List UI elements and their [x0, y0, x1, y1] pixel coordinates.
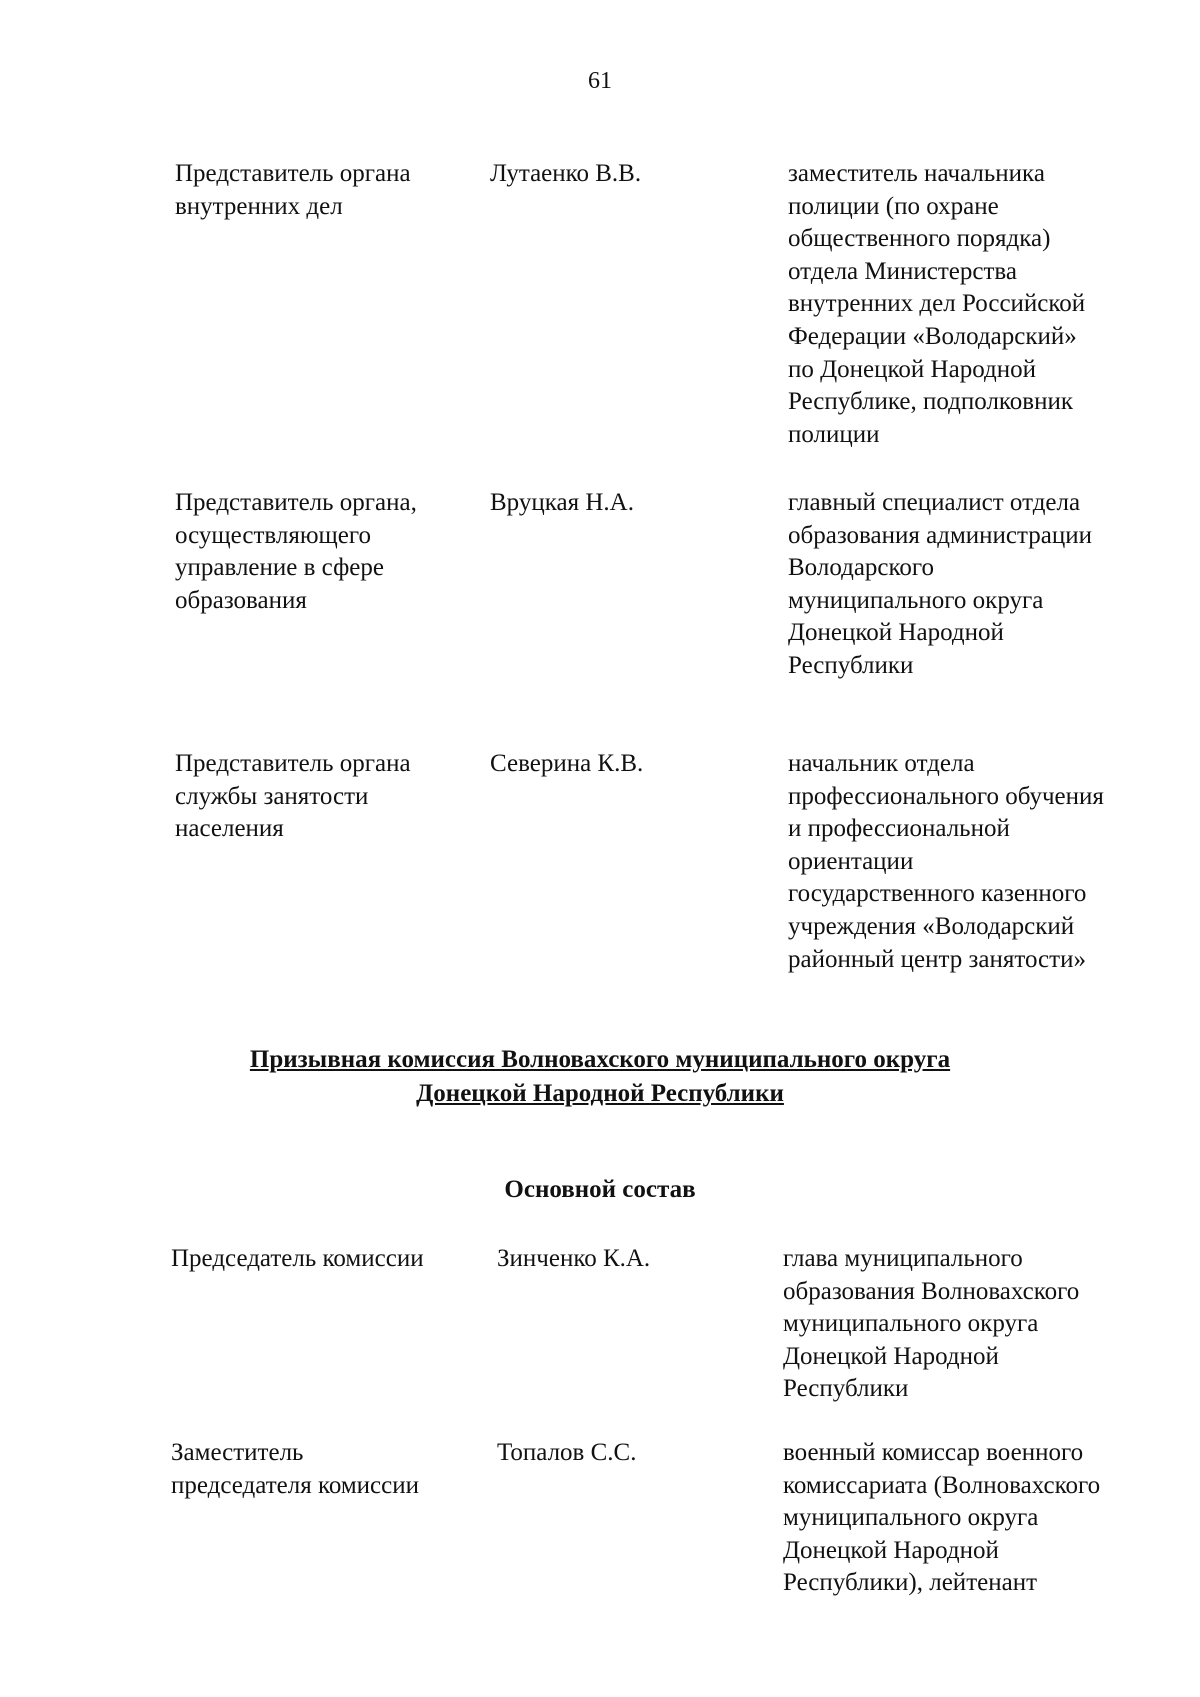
member-name: Топалов С.С. — [497, 1439, 637, 1466]
member-position — [783, 1243, 1183, 1406]
position-line: профессионального обучения — [788, 782, 1104, 810]
position-line: полиции — [788, 420, 880, 448]
position-line: районный центр занятости» — [788, 945, 1086, 973]
position-line: глава муниципального — [783, 1245, 1023, 1272]
position-line: Республики — [783, 1375, 909, 1403]
position-line: начальник отдела — [788, 750, 975, 777]
role-line: Представитель органа — [175, 160, 411, 187]
position-line: ориентации — [788, 847, 914, 875]
member-role — [171, 1437, 461, 1502]
role-line: образования — [175, 586, 307, 614]
member-name: Лутаенко В.В. — [490, 160, 642, 187]
position-line: муниципального округа — [788, 586, 1044, 614]
member-role — [175, 487, 465, 617]
role-line: Председатель комиссии — [171, 1245, 424, 1272]
role-line: председателя комиссии — [171, 1471, 419, 1499]
member-role — [175, 158, 465, 223]
member-position — [788, 158, 1188, 451]
position-line: Донецкой Народной — [783, 1342, 999, 1370]
position-line: муниципального округа — [783, 1310, 1039, 1338]
role-line: службы занятости — [175, 782, 369, 810]
position-line: полиции (по охране — [788, 192, 999, 220]
position-line: Республике, подполковник — [788, 388, 1073, 416]
member-name: Зинченко К.А. — [497, 1245, 651, 1272]
member-name: Северина К.В. — [490, 750, 644, 777]
position-line: Володарского — [788, 554, 935, 582]
role-line: Представитель органа — [175, 750, 411, 777]
position-line: заместитель начальника — [788, 160, 1045, 187]
position-line: Донецкой Народной — [788, 619, 1004, 647]
role-line: управление в сфере — [175, 554, 384, 582]
role-line: населения — [175, 815, 284, 843]
member-role — [171, 1243, 461, 1276]
section-heading-line: Донецкой Народной Республики — [416, 1080, 784, 1107]
position-line: Республики), лейтенант — [783, 1569, 1037, 1597]
position-line: комиссариата (Волновахского — [783, 1471, 1101, 1499]
position-line: Федерации «Володарский» — [788, 322, 1077, 350]
position-line: главный специалист отдела — [788, 489, 1081, 516]
position-line: отдела Министерства — [788, 257, 1017, 285]
role-line: внутренних дел — [175, 192, 343, 220]
position-line: внутренних дел Российской — [788, 290, 1086, 318]
position-line: образования Волновахского — [783, 1277, 1080, 1305]
member-role — [175, 748, 465, 846]
subsection-heading: Основной состав — [504, 1176, 696, 1203]
position-line: военный комиссар военного — [783, 1439, 1084, 1466]
position-line: учреждения «Володарский — [788, 912, 1075, 940]
member-position — [788, 487, 1188, 683]
position-line: Республики — [788, 651, 914, 679]
position-line: и профессиональной — [788, 815, 1010, 843]
position-line: по Донецкой Народной — [788, 355, 1036, 383]
role-line: осуществляющего — [175, 521, 371, 549]
member-name: Вруцкая Н.А. — [490, 489, 634, 516]
position-line: образования администрации — [788, 521, 1092, 549]
position-line: государственного казенного — [788, 880, 1087, 908]
role-line: Представитель органа, — [175, 489, 417, 516]
position-line: Донецкой Народной — [783, 1536, 999, 1564]
position-line: общественного порядка) — [788, 225, 1051, 253]
member-position — [783, 1437, 1183, 1600]
role-line: Заместитель — [171, 1439, 304, 1466]
member-position — [788, 748, 1188, 976]
page-number: 61 — [588, 68, 612, 94]
section-heading-line: Призывная комиссия Волновахского муниципального округа — [249, 1046, 951, 1073]
section-heading — [0, 1043, 1200, 1111]
position-line: муниципального округа — [783, 1504, 1039, 1532]
